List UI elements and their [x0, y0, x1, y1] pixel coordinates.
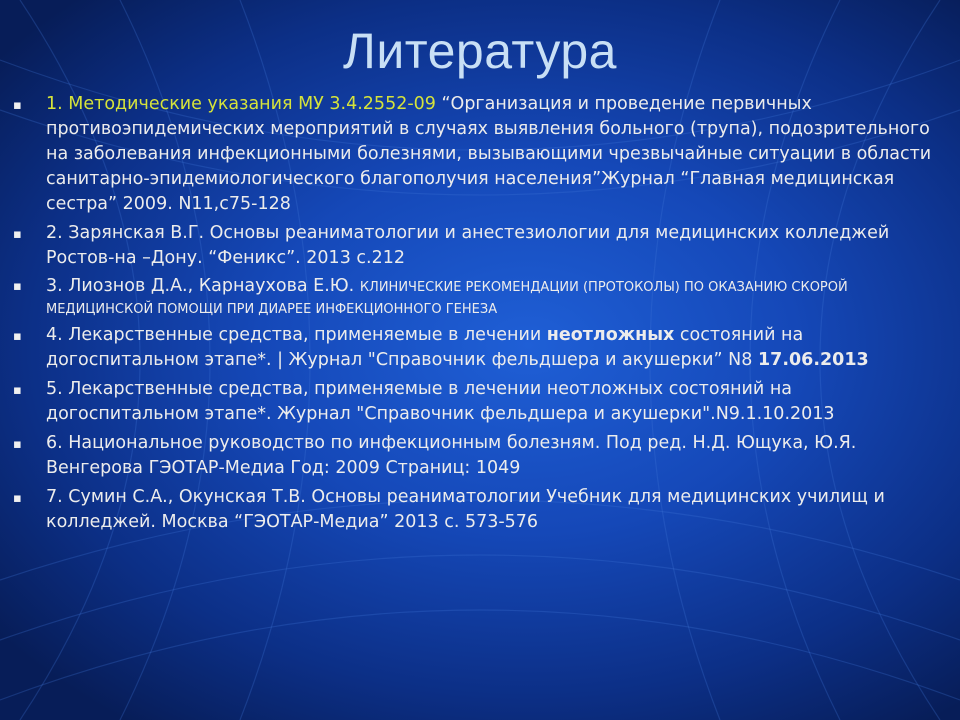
bullet-icon: ▪	[13, 491, 22, 506]
bullet-icon: ▪	[13, 98, 22, 113]
reference-item-7	[0, 485, 960, 535]
reference-text: 7. Сумин С.А., Окунская Т.В. Основы реаниматологии Учебник для медицинских училищ и колледжей. Москва “ГЭОТАР-Медиа” 2013 с. 573-576	[46, 487, 885, 532]
reference-text: “Организация и проведение первичных противоэпидемических мероприятий в случаях выявления больного (трупа), подозрительного на заболевания инфекционными болезнями, вызывающими чрезвычайные ситуации в области санитарно-эпидемиологического благополучия населения”Журнал “Главная медицинская сестра” 2009. N11,с75-128	[46, 94, 932, 214]
bullet-icon: ▪	[13, 279, 22, 294]
reference-text: 6. Национальное руководство по инфекционным болезням. Под ред. Н.Д. Ющука, Ю.Я. Венгерова ГЭОТАР-Медиа Год: 2009 Страниц: 1049	[46, 433, 857, 478]
reference-item-4	[0, 323, 960, 373]
reference-date: 17.06.2013	[757, 350, 869, 370]
bullet-icon: ▪	[13, 329, 22, 344]
bullet-icon: ▪	[13, 227, 22, 242]
reference-lead: 1. Методические указания МУ 3.4.2552-09	[46, 94, 436, 114]
reference-text: 2. Зарянская В.Г. Основы реаниматологии и анестезиологии для медицинских колледжей Ростов-на –Дону. “Феникс”. 2013 с.212	[46, 223, 890, 268]
slide-title: Литература	[343, 23, 617, 79]
reference-item-2	[0, 221, 960, 271]
reference-list	[0, 92, 960, 539]
reference-item-1	[0, 92, 960, 217]
reference-item-6	[0, 431, 960, 481]
reference-item-3	[0, 275, 960, 319]
reference-subtitle: КЛИНИЧЕСКИЕ РЕКОМЕНДАЦИИ (ПРОТОКОЛЫ) ПО ОКАЗАНИЮ СКОРОЙ МЕДИЦИНСКОЙ ПОМОЩИ ПРИ ДИАРЕЕ ИНФЕКЦИОННОГО ГЕНЕЗА	[46, 280, 848, 317]
bullet-icon: ▪	[13, 437, 22, 452]
reference-item-5	[0, 377, 960, 427]
reference-text: 5. Лекарственные средства, применяемые в лечении неотложных состояний на догоспитальном этапе*. Журнал "Справочник фельдшера и акушерки".N9.1.10.2013	[46, 379, 835, 424]
reference-emphasis: неотложных	[546, 325, 675, 345]
bullet-icon: ▪	[13, 383, 22, 398]
reference-text: 4. Лекарственные средства, применяемые в лечении	[46, 325, 547, 345]
reference-text-cont: состояний на догоспитальном этапе*. | Журнал "Справочник фельдшера и акушерки” N8	[46, 325, 804, 370]
reference-text: 3. Лиознов Д.А., Карнаухова Е.Ю.	[46, 276, 360, 296]
